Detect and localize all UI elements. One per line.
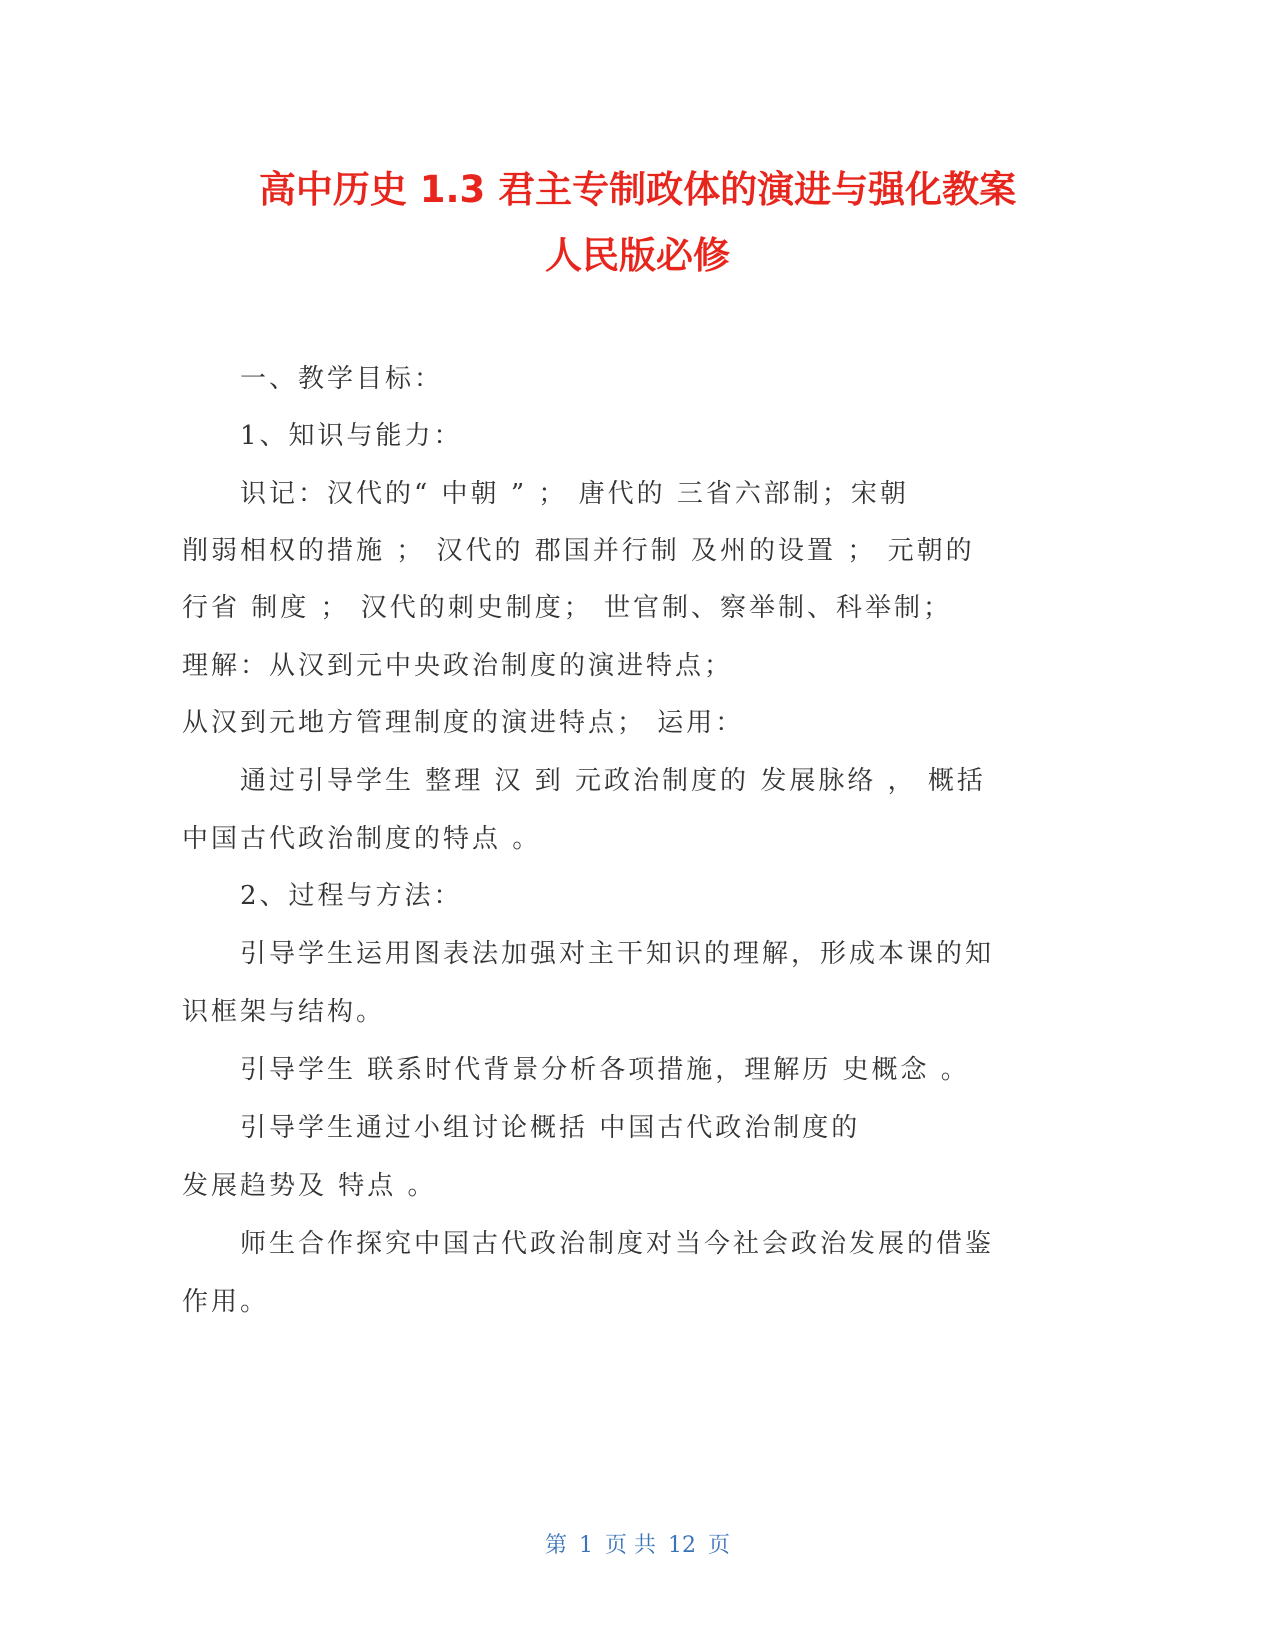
subsection-process-method: 2、过程与方法：	[240, 881, 463, 911]
body-line: 识框架与结构。	[182, 997, 386, 1027]
body-line: 行省 制度 ； 汉代的刺史制度； 世官制、察举制、科举制；	[182, 593, 953, 623]
body-line: 从汉到元地方管理制度的演进特点； 运用：	[182, 708, 745, 738]
body-line: 削弱相权的措施 ； 汉代的 郡国并行制 及州的设置 ； 元朝的	[182, 536, 975, 566]
document-title-line-1: 高中历史 1.3 君主专制政体的演进与强化教案	[258, 168, 1017, 211]
page-label-pre: 第	[544, 1533, 567, 1558]
body-line: 中国古代政治制度的特点 。	[182, 824, 542, 854]
page-label-mid: 页 共	[605, 1533, 656, 1558]
body-line: 识记：汉代的“ 中朝 ” ； 唐代的 三省六部制；宋朝	[240, 479, 909, 509]
body-line: 引导学生通过小组讨论概括 中国古代政治制度的	[240, 1113, 861, 1143]
body-line: 通过引导学生 整理 汉 到 元政治制度的 发展脉络 ， 概括	[240, 766, 986, 796]
body-line: 师生合作探究中国古代政治制度对当今社会政治发展的借鉴	[240, 1229, 995, 1259]
body-line: 引导学生运用图表法加强对主干知识的理解，形成本课的知	[240, 939, 995, 969]
body-line: 引导学生 联系时代背景分析各项措施，理解历 史概念 。	[240, 1055, 970, 1085]
section-heading-teaching-goals: 一、教学目标：	[240, 364, 444, 394]
page-label-post: 页	[708, 1533, 731, 1558]
body-line: 作用。	[182, 1287, 270, 1317]
body-line: 发展趋势及 特点 。	[182, 1171, 437, 1201]
page-total: 12	[668, 1533, 696, 1558]
document-title-line-2: 人民版必修	[545, 234, 730, 277]
subsection-knowledge-ability: 1、知识与能力：	[240, 421, 463, 451]
body-line: 理解：从汉到元中央政治制度的演进特点；	[182, 651, 734, 681]
page-current: 1	[579, 1533, 593, 1558]
page-footer	[0, 1532, 1275, 1560]
